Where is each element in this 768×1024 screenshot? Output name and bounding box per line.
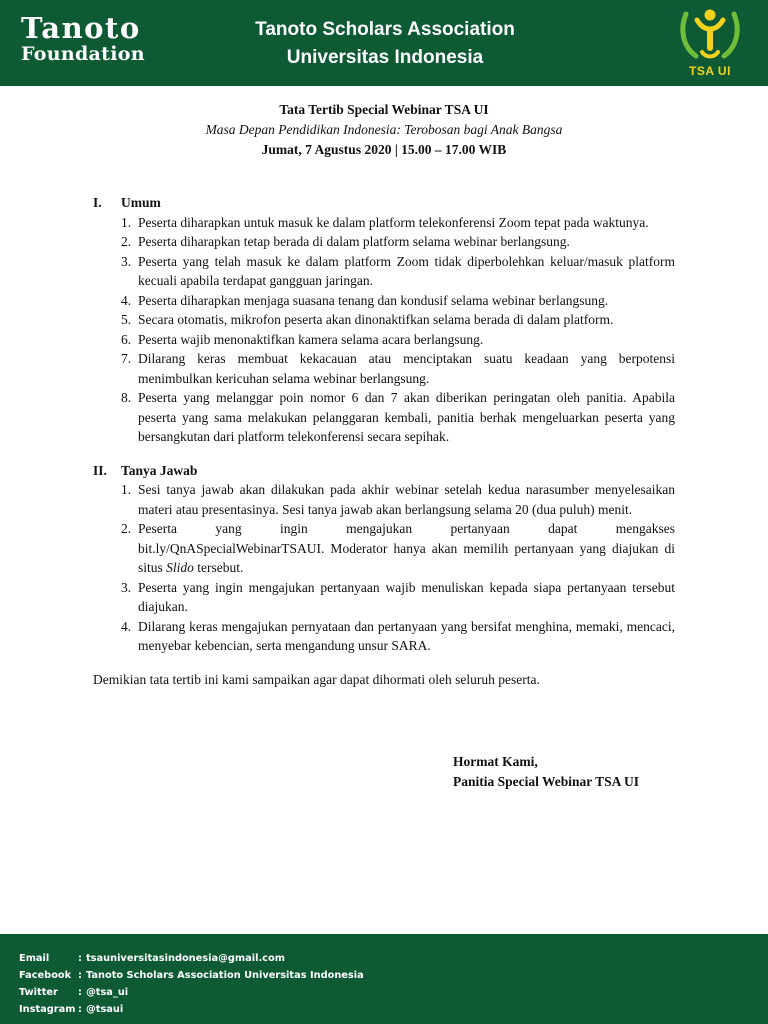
list-item bbox=[121, 291, 675, 311]
item-text: Sesi tanya jawab akan dilakukan pada akhir webinar setelah kedua narasumber menyelesaikan materi atau presentasinya. Sesi tanya jawab akan berlangsung selama 20 (dua puluh) menit. bbox=[138, 482, 675, 517]
brand-name-line1: Tanoto bbox=[21, 11, 141, 45]
item-text: Secara otomatis, mikrofon peserta akan dinonaktifkan selama berada di dalam platform. bbox=[138, 312, 614, 327]
section-title: Umum bbox=[121, 195, 161, 210]
item-text: Peserta wajib menonaktifkan kamera selama acara berlangsung. bbox=[138, 331, 484, 347]
rules-body bbox=[93, 193, 675, 689]
item-text: Dilarang keras membuat kekacauan atau menciptakan suatu keadaan yang berpotensi menimbulkan kericuhan selama webinar berlangsung. bbox=[138, 351, 675, 386]
item-number: 6. bbox=[121, 331, 132, 347]
item-text: Peserta yang telah masuk ke dalam platform Zoom tidak diperbolehkan keluar/masuk platform kecuali apabila terdapat gangguan jaringan. bbox=[138, 253, 675, 288]
list-item bbox=[121, 578, 675, 617]
item-text-italic: Slido bbox=[166, 560, 194, 575]
item-text: Peserta diharapkan tetap berada di dalam platform selama webinar berlangsung. bbox=[138, 234, 570, 249]
closing-statement: Demikian tata tertib ini kami sampaikan agar dapat dihormati oleh seluruh peserta. bbox=[93, 671, 540, 687]
contact-email bbox=[19, 954, 285, 964]
contact-separator: : bbox=[78, 987, 82, 998]
contact-label: Instagram bbox=[19, 1004, 76, 1015]
item-text-part: bit.ly/QnASpecialWebinarTSAUI. Moderator hanya akan memilih pertanyaan yang diajukan di situs bbox=[138, 540, 675, 575]
contact-twitter bbox=[19, 988, 128, 998]
section-heading bbox=[93, 461, 675, 481]
document-subtitle: Masa Depan Pendidikan Indonesia: Terobosan bagi Anak Bangsa bbox=[205, 122, 563, 137]
item-text-part: tersebut. bbox=[197, 560, 244, 575]
contact-facebook bbox=[19, 971, 364, 981]
logo-label: TSA UI bbox=[689, 64, 731, 78]
item-number: 4. bbox=[121, 292, 132, 308]
header-band bbox=[0, 0, 768, 86]
item-text bbox=[138, 519, 675, 578]
list-item bbox=[121, 252, 675, 291]
item-number: 3. bbox=[121, 253, 132, 269]
item-text: Peserta yang melanggar poin nomor 6 dan 7 akan diberikan peringatan oleh panitia. Apabila peserta yang sama melakukan pelanggaran kembali, panitia berhak mengeluarkan peserta yang bersangkutan dari platform telekonferensi secara sepihak. bbox=[138, 390, 675, 444]
signoff-line1: Hormat Kami, bbox=[453, 754, 538, 769]
brand-name-line2: Foundation bbox=[21, 43, 145, 65]
item-number: 3. bbox=[121, 579, 132, 595]
section-number: I. bbox=[93, 195, 102, 210]
org-name-line1: Tanoto Scholars Association bbox=[255, 19, 515, 40]
list-item bbox=[121, 388, 675, 447]
item-number: 8. bbox=[121, 390, 132, 405]
list-item bbox=[121, 617, 675, 656]
list-item bbox=[121, 310, 675, 330]
contact-value: tsauniversitasindonesia@gmail.com bbox=[86, 953, 285, 964]
contact-separator: : bbox=[78, 953, 82, 964]
contact-instagram bbox=[19, 1005, 123, 1015]
item-text: Dilarang keras mengajukan pernyataan dan pertanyaan yang bersifat menghina, memaki, mencaci, menyebar kebencian, serta mengandung unsur SARA. bbox=[138, 618, 675, 653]
contact-label: Facebook bbox=[19, 970, 72, 981]
list-item bbox=[121, 330, 675, 350]
section-spacer bbox=[93, 656, 675, 670]
list-item bbox=[121, 349, 675, 388]
contact-separator: : bbox=[78, 970, 82, 981]
footer-band bbox=[0, 934, 768, 1024]
section-spacer bbox=[93, 447, 675, 461]
item-number: 2. bbox=[121, 234, 132, 249]
item-text: Peserta yang ingin mengajukan pertanyaan wajib menuliskan kepada siapa pertanyaan tersebut diajukan. bbox=[138, 579, 675, 614]
item-number: 4. bbox=[121, 618, 132, 634]
contact-value: @tsa_ui bbox=[86, 987, 129, 998]
document-heading bbox=[0, 100, 768, 160]
item-number: 1. bbox=[121, 482, 132, 497]
list-item bbox=[121, 519, 675, 578]
section-title: Tanya Jawab bbox=[121, 462, 198, 478]
signature-block bbox=[453, 752, 639, 792]
item-number: 7. bbox=[121, 351, 132, 366]
list-item bbox=[121, 213, 675, 233]
contact-separator: : bbox=[78, 1004, 82, 1015]
section-heading bbox=[93, 193, 675, 213]
item-number: 1. bbox=[121, 214, 132, 230]
item-text: Peserta diharapkan menjaga suasana tenang dan kondusif selama webinar berlangsung. bbox=[138, 292, 609, 308]
tsa-logo-icon bbox=[672, 2, 748, 64]
tsa-ui-logo bbox=[672, 2, 748, 84]
contact-value: @tsaui bbox=[86, 1004, 124, 1015]
signoff-line2: Panitia Special Webinar TSA UI bbox=[453, 774, 640, 789]
list-item bbox=[121, 480, 675, 519]
contact-label: Twitter bbox=[19, 987, 58, 998]
contact-value: Tanoto Scholars Association Universitas Indonesia bbox=[86, 970, 364, 981]
item-number: 2. bbox=[121, 521, 132, 536]
document-title: Tata Tertib Special Webinar TSA UI bbox=[279, 102, 489, 117]
section-number: II. bbox=[93, 462, 107, 478]
item-text: Peserta diharapkan untuk masuk ke dalam platform telekonferensi Zoom tepat pada waktunya. bbox=[138, 214, 649, 230]
list-item bbox=[121, 232, 675, 252]
contact-label: Email bbox=[19, 953, 50, 964]
item-text-part: Peserta yang ingin mengajukan pertanyaan dapat mengakses bbox=[138, 521, 675, 536]
item-number: 5. bbox=[121, 312, 132, 327]
org-name-line2: Universitas Indonesia bbox=[286, 47, 484, 68]
event-date: Jumat, 7 Agustus 2020 | 15.00 – 17.00 WIB bbox=[261, 142, 507, 157]
